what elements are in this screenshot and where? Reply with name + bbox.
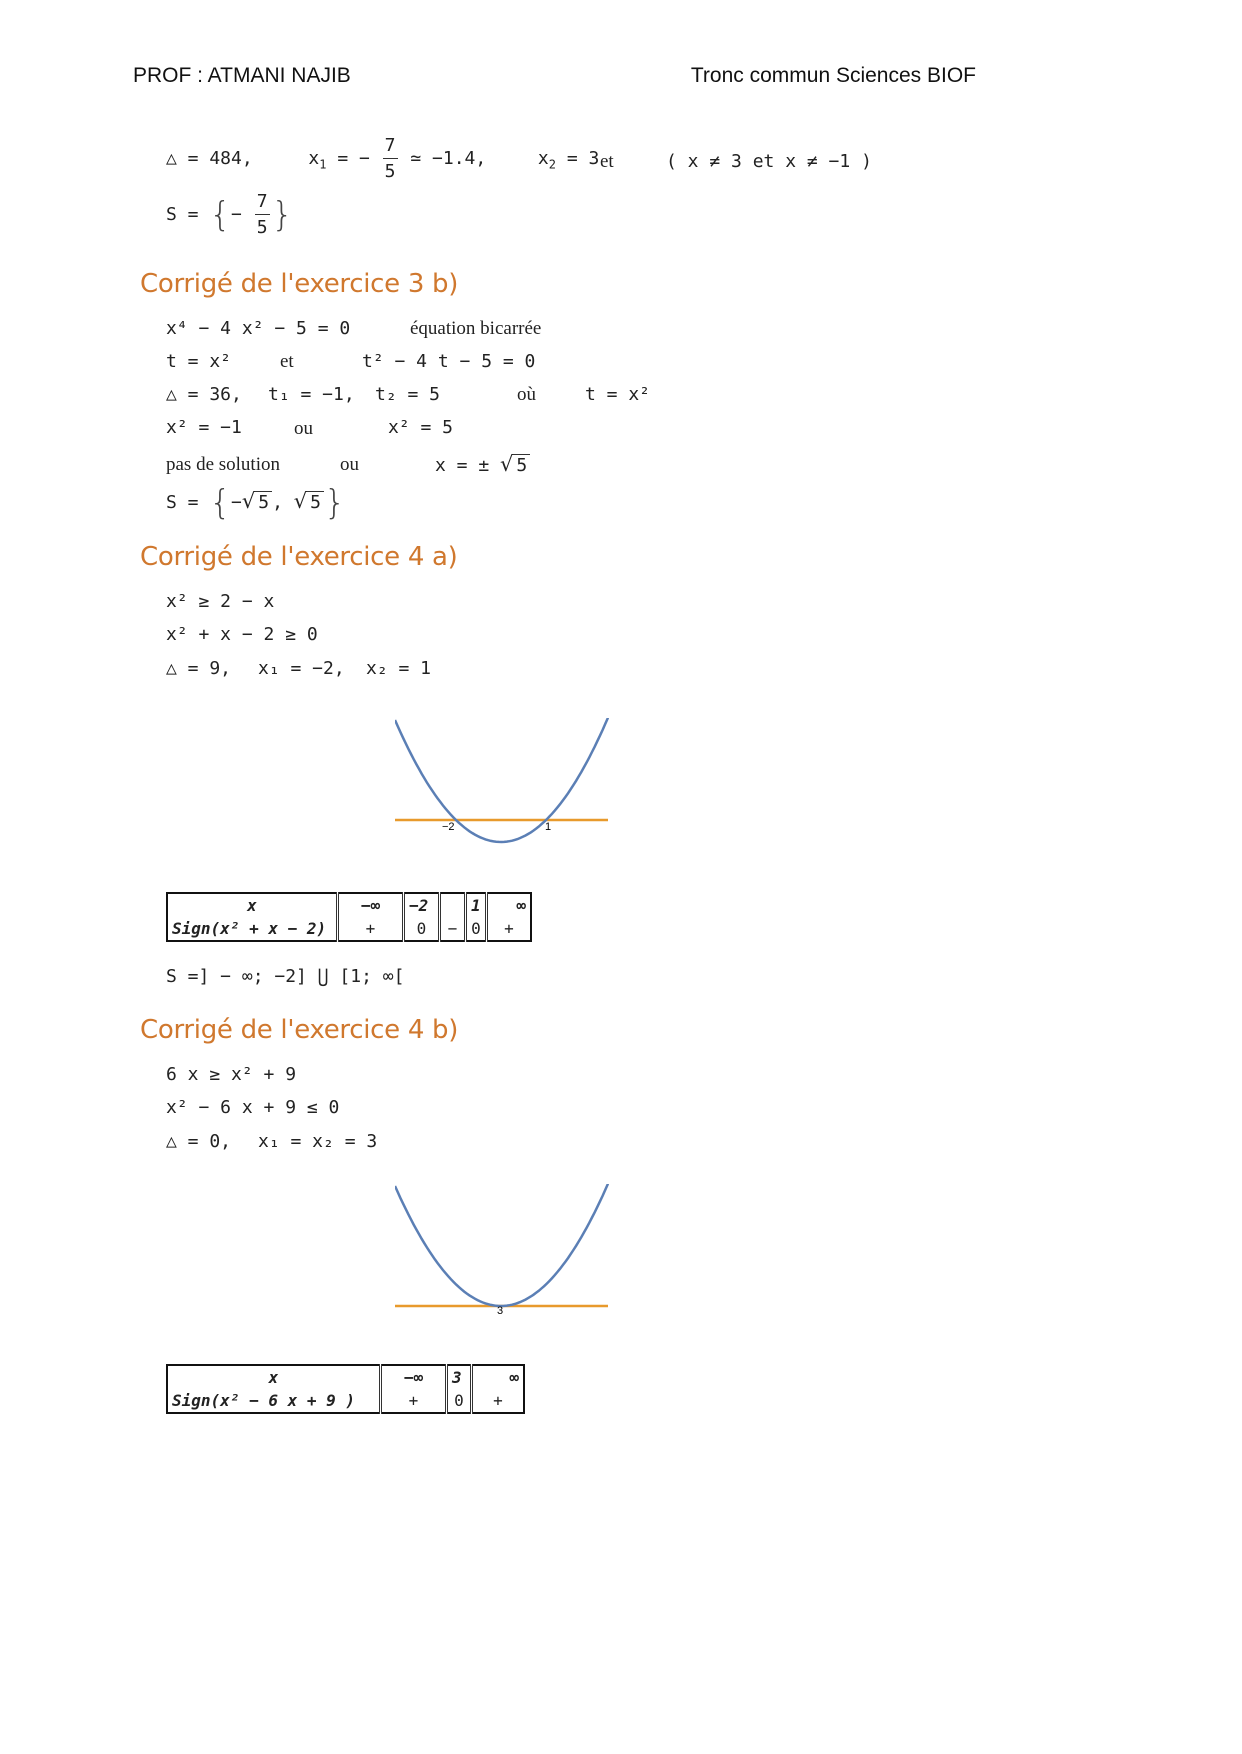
ex4a-solution: S =] − ∞; −2] ⋃ [1; ∞[: [166, 966, 405, 987]
tick-label-3: 3: [497, 1305, 504, 1314]
ex4a-ineq2: x² + x − 2 ≥ 0: [166, 624, 318, 645]
x2-eq: = 3: [566, 148, 600, 169]
x2-sub: 2: [548, 157, 556, 172]
ex3a-line1: [166, 137, 599, 181]
tick-label-minus2: −2: [442, 821, 455, 833]
ex4b-ineq2: x² − 6 x + 9 ≤ 0: [166, 1097, 340, 1118]
header-x: x: [268, 1368, 279, 1387]
ex3b-ou: ou: [294, 418, 313, 439]
right-brace: }: [271, 195, 294, 235]
sqrt-5: √ 5: [500, 452, 530, 476]
cell-plus-1: +: [338, 917, 404, 941]
ex3b-t1: t₁ = −1,: [268, 384, 355, 405]
sol-sep: ,: [272, 492, 283, 513]
row-label: Sign(x² + x − 2): [172, 919, 327, 938]
ex3b-ou2: ou: [340, 454, 359, 475]
header-minus2: −2: [404, 893, 440, 917]
ex3b-case2: x² = 5: [388, 417, 454, 438]
sqrt-5b: √ 5: [294, 489, 324, 513]
ex4a-ineq1: x² ≥ 2 − x: [166, 591, 275, 612]
tick-label-1: 1: [545, 821, 552, 833]
left-brace: {: [209, 195, 231, 235]
ex3b-t-def: t = x²: [166, 351, 232, 372]
header-1: 1: [466, 893, 487, 917]
header-neg-inf: −∞: [381, 1365, 447, 1389]
ex3b-eq1-note: équation bicarrée: [410, 318, 542, 339]
right-brace: }: [324, 483, 346, 523]
ex3b-et: et: [280, 351, 294, 372]
cell-minus: −: [440, 917, 466, 941]
ex3b-case1: x² = −1: [166, 417, 242, 438]
ex4b-roots: x₁ = x₂ = 3: [258, 1131, 378, 1152]
ex3b-x-eq: [435, 452, 530, 476]
ex3b-t-eq: t² − 4 t − 5 = 0: [362, 351, 536, 372]
ex3b-no-solution: pas de solution: [166, 454, 280, 475]
ex3b-t-again: t = x²: [585, 384, 651, 405]
sol-minus: −: [231, 492, 242, 513]
x1-fraction: $\frac{7}{5}$: [384, 135, 396, 182]
x1-label: x: [308, 148, 320, 169]
ex3b-delta: △ = 36,: [166, 384, 242, 405]
ex3b-solution: [166, 483, 346, 523]
cell-plus-2: +: [493, 1391, 503, 1410]
ex4b-delta: △ = 0,: [166, 1131, 232, 1152]
section-title-3b: Corrigé de l'exercice 3 b): [140, 269, 459, 299]
ex3b-ou-accent: où: [517, 384, 536, 405]
ex3a-et: et: [600, 151, 614, 172]
header-inf: ∞: [516, 896, 526, 915]
table-sign-row: [167, 1389, 524, 1413]
cell-zero: 0: [447, 1389, 472, 1413]
header-class: Tronc commun Sciences BIOF: [690, 64, 976, 87]
cell-plus-2: +: [504, 919, 514, 938]
cell-plus-1: +: [381, 1389, 447, 1413]
ex3a-condition: ( x ≠ 3 et x ≠ −1 ): [666, 151, 872, 172]
cell-zero-1: 0: [404, 917, 440, 941]
parabola-plot-4a: [395, 718, 609, 846]
ex4a-delta: △ = 9,: [166, 658, 232, 679]
row-label: Sign(x² − 6 x + 9 ): [172, 1391, 356, 1410]
sol-prefix: S =: [166, 204, 199, 225]
header-author: PROF : ATMANI NAJIB: [133, 64, 351, 87]
ex4b-ineq1: 6 x ≥ x² + 9: [166, 1064, 297, 1085]
x1-eq: = −: [337, 148, 370, 169]
header-x: x: [247, 896, 257, 915]
x1-approx: ≃ −1.4,: [410, 148, 487, 169]
ex4a-x2: x₂ = 1: [366, 658, 432, 679]
parabola-curve: [395, 718, 608, 842]
ex3b-t2: t₂ = 5: [375, 384, 441, 405]
header-inf: ∞: [509, 1368, 519, 1387]
sign-table-4b: [166, 1364, 525, 1414]
sol-fraction: $\frac{7}{5}$: [256, 191, 268, 238]
ex3a-solution: [166, 193, 293, 237]
parabola-curve: [395, 1184, 608, 1306]
x-pm: x = ±: [435, 455, 490, 476]
table-header-row: [167, 893, 531, 917]
table-sign-row: [167, 917, 531, 941]
header-3: 3: [447, 1365, 472, 1389]
x2-label: x: [537, 148, 549, 169]
header-neg-inf: −∞: [338, 893, 404, 917]
section-title-4b: Corrigé de l'exercice 4 b): [140, 1015, 459, 1045]
sign-table-4a: [166, 892, 532, 942]
x1-sub: 1: [319, 157, 327, 172]
parabola-plot-4b: [395, 1184, 609, 1314]
sol-prefix: S =: [166, 492, 199, 513]
section-title-4a: Corrigé de l'exercice 4 a): [140, 542, 458, 572]
delta: △ = 484,: [166, 148, 253, 169]
sqrt-5: √ 5: [242, 489, 272, 513]
sol-minus: −: [231, 204, 242, 225]
left-brace: {: [209, 483, 231, 523]
cell-zero-2: 0: [466, 917, 487, 941]
ex4a-x1: x₁ = −2,: [258, 658, 345, 679]
ex3b-eq1: x⁴ − 4 x² − 5 = 0: [166, 318, 351, 339]
table-header-row: [167, 1365, 524, 1389]
